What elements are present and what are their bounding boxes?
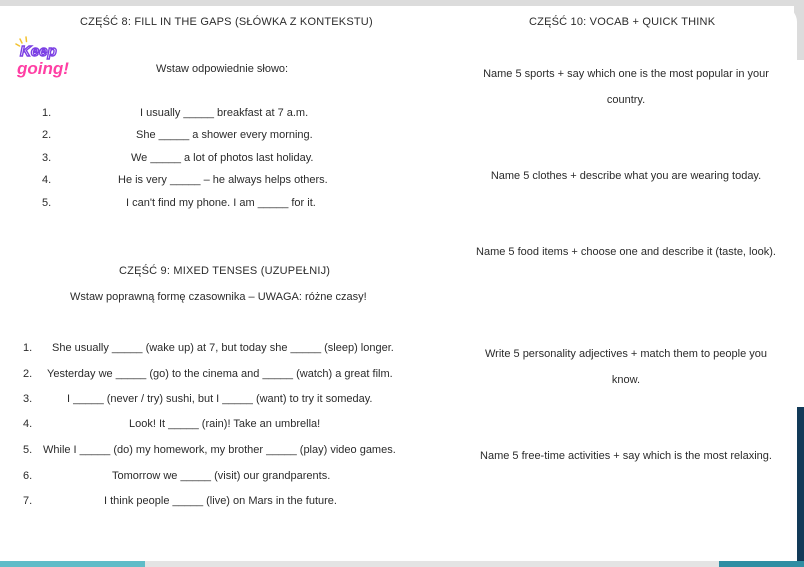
part8-item-text: He is very _____ – he always helps others. (118, 174, 328, 186)
part9-item-text: While I _____ (do) my homework, my brother _____ (play) video games. (43, 444, 396, 456)
navy-accent-bar (797, 407, 804, 567)
part9-item-text: She usually _____ (wake up) at 7, but today she _____ (sleep) longer. (52, 342, 394, 354)
part9-item-text: I _____ (never / try) sushi, but I _____ (want) to try it someday. (67, 393, 373, 405)
part8-instruction: Wstaw odpowiednie słowo: (156, 63, 289, 75)
part9-item-number: 3. (23, 393, 33, 405)
part9-item-number: 5. (23, 444, 33, 456)
part8-item-text: We _____ a lot of photos last holiday. (131, 152, 314, 164)
part9-title: CZĘŚĆ 9: MIXED TENSES (UZUPEŁNIJ) (119, 265, 331, 277)
keep-going-logo (14, 36, 74, 80)
part9-item-text: Tomorrow we _____ (visit) our grandparents. (112, 470, 331, 482)
part8-item-text: She _____ a shower every morning. (136, 129, 313, 141)
teal-accent-bar (0, 561, 145, 567)
teal-corner-accent (719, 561, 804, 567)
part10-task: Write 5 personality adjectives + match them to people you know. (485, 348, 767, 386)
part10-task: Name 5 clothes + describe what you are wearing today. (490, 170, 762, 182)
part8-item-number: 5. (42, 197, 52, 209)
part9-item-text: Look! It _____ (rain)! Take an umbrella! (129, 418, 321, 430)
part9-item-number: 4. (23, 418, 33, 430)
part8-item-text: I can't find my phone. I am _____ for it. (126, 197, 316, 209)
part9-item-number: 1. (23, 342, 33, 354)
part10-task: Name 5 sports + say which one is the most popular in your country. (483, 68, 769, 106)
part8-item-text: I usually _____ breakfast at 7 a.m. (140, 107, 309, 119)
part9-instruction: Wstaw poprawną formę czasownika – UWAGA: różne czasy! (70, 291, 367, 303)
part9-item-text: Yesterday we _____ (go) to the cinema and _____ (watch) a great film. (47, 368, 393, 380)
part10-task: Name 5 free-time activities + say which is the most relaxing. (480, 450, 772, 462)
part8-item-number: 1. (42, 107, 52, 119)
part9-item-number: 6. (23, 470, 33, 482)
part9-item-text: I think people _____ (live) on Mars in the future. (104, 495, 337, 507)
part8-item-number: 4. (42, 174, 52, 186)
part8-title: CZĘŚĆ 8: FILL IN THE GAPS (SŁÓWKA Z KONTEKSTU) (80, 16, 373, 28)
logo-word-keep: Keep (20, 43, 57, 60)
part10-task: Name 5 food items + choose one and describe it (taste, look). (476, 246, 776, 258)
part9-item-number: 2. (23, 368, 33, 380)
part8-item-number: 3. (42, 152, 52, 164)
part8-item-number: 2. (42, 129, 52, 141)
part10-title: CZĘŚĆ 10: VOCAB + QUICK THINK (529, 16, 716, 28)
logo-word-going: going! (17, 59, 69, 78)
part9-item-number: 7. (23, 495, 33, 507)
